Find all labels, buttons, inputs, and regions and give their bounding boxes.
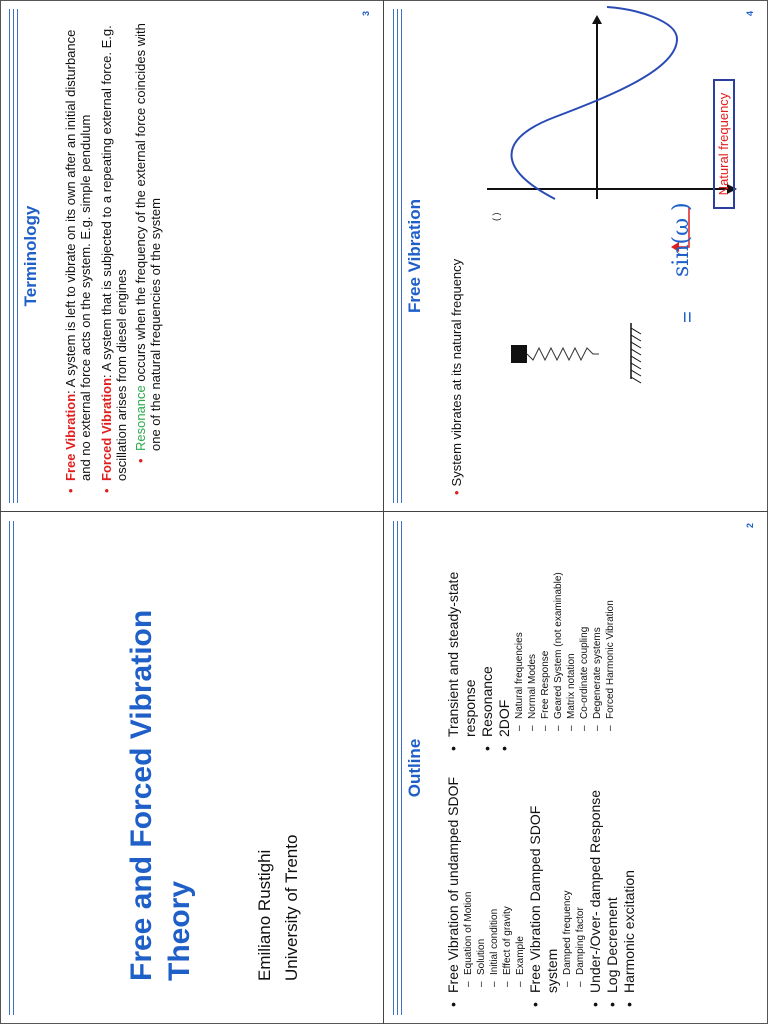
ground-hatch-icon [631, 328, 641, 383]
term-free-vibration [63, 17, 93, 495]
outline-left-column [445, 759, 638, 1009]
mass-spring-sine-diagram [387, 3, 763, 509]
term-forced-vibration [99, 17, 163, 495]
outline-right-column [445, 521, 617, 753]
author-block [251, 835, 305, 981]
outline-subitem: – Natural frequencies [513, 521, 526, 753]
outline-subitem: – Initial condition [488, 759, 501, 1009]
term-definition: occurs when the frequency of the external force coincides with one of the natural frequencies of the system [133, 23, 163, 451]
slide-free-vibration [387, 3, 763, 509]
outline-subitem: – Normal Modes [526, 521, 539, 753]
heading-rule [397, 521, 398, 1015]
spring-icon [527, 348, 599, 360]
vertical-divider [383, 0, 384, 1024]
heading-rule [401, 521, 402, 1015]
page-number: 4 [745, 11, 755, 17]
outline-item: • Under-/Over- damped Response [587, 759, 604, 1009]
outline-item: • Free Vibration Damped SDOF system [527, 759, 561, 1009]
heading-rule [13, 9, 14, 503]
outline-item: • Harmonic excitation [621, 759, 638, 1009]
time-axis-arrow-icon [592, 15, 602, 24]
slide-heading: Free Vibration [405, 199, 424, 313]
author-affiliation: University of Trento [282, 834, 301, 981]
natural-frequency-label: Natural frequency [713, 79, 735, 209]
heading-rule [9, 9, 10, 503]
outline-subitem: – Co-ordinate coupling [578, 521, 591, 753]
slide-title [3, 515, 379, 1021]
outline-subitem: – Matrix notation [565, 521, 578, 753]
outline-item: • Transient and steady-state response [445, 521, 479, 753]
outline-item: • Free Vibration of undamped SDOF [445, 759, 462, 1009]
slide-heading: Terminology [21, 205, 40, 307]
outline-item: • Resonance [479, 521, 496, 753]
term-label: Free Vibration [63, 393, 78, 481]
equation-equals: = [677, 311, 699, 323]
bullet-icon: • [449, 490, 464, 495]
outline-subitem: – Effect of gravity [501, 759, 514, 1009]
term-definition: : A system that is subjected to a repeating external force. E.g. oscillation arises from diesel engines [99, 25, 129, 481]
mass-block-icon [511, 345, 527, 363]
outline-subitem: – Forced Harmonic Vibration [604, 521, 617, 753]
slide-terminology [3, 3, 379, 509]
slide-heading: Outline [405, 738, 424, 798]
outline-subitem: – Equation of Motion [462, 759, 475, 1009]
outline-subitem: – Solution [475, 759, 488, 1009]
outline-left-list [445, 759, 638, 1009]
outline-subitem: – Geared System (not examinable) [552, 521, 565, 753]
page-number: 3 [361, 11, 371, 17]
outline-subitem: – Damping factor [574, 759, 587, 1009]
page-number: 2 [745, 523, 755, 529]
outline-subitem: – Damped frequency [561, 759, 574, 1009]
bullet-text: System vibrates at its natural frequency [449, 258, 464, 487]
horizontal-divider [0, 511, 768, 512]
term-definition: : A system is left to vibrate on its own after an initial disturbance and no external force acts on the system. E.g. simple pendulum [63, 29, 93, 481]
terminology-list [63, 17, 169, 495]
presentation-title: Free and Forced Vibration Theory [125, 609, 196, 981]
outline-subitem: – Degenerate systems [591, 521, 604, 753]
displacement-symbol: ( ) [491, 212, 501, 221]
equation-sine: sin(ω ) [669, 202, 694, 277]
outline-right-list [445, 521, 617, 753]
heading-rule [393, 521, 394, 1015]
title-rule [13, 521, 14, 1015]
author-name: Emiliano Rustighi [255, 849, 274, 981]
heading-rule [17, 9, 18, 503]
sine-wave-icon [512, 7, 678, 199]
outline-item: • 2DOF [496, 521, 513, 753]
outline-item: • Log Decrement [604, 759, 621, 1009]
slide-outline [387, 515, 763, 1021]
term-resonance [133, 17, 163, 481]
outline-subitem: – Free Response [539, 521, 552, 753]
title-rule [9, 521, 10, 1015]
outline-subitem: – Example [514, 759, 527, 1009]
term-label: Resonance [133, 385, 148, 451]
term-label: Forced Vibration [99, 377, 114, 481]
